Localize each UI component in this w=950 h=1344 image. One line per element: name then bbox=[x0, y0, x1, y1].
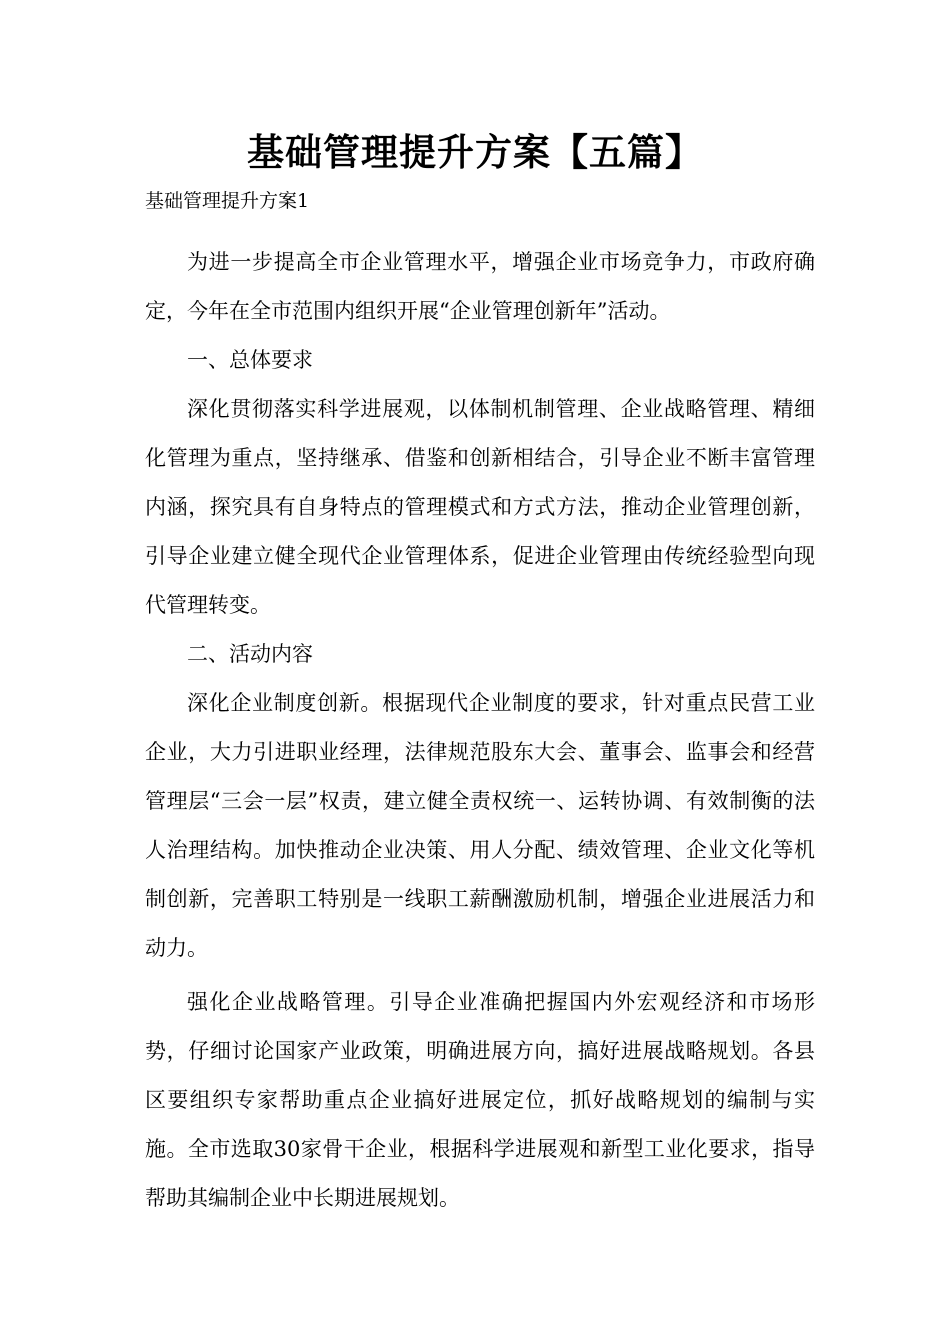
paragraph-intro: 为进一步提高全市企业管理水平，增强企业市场竞争力，市政府确定，今年在全市范围内组织开展“企业管理创新年”活动。 bbox=[145, 250, 815, 323]
paragraph-general-requirements: 深化贯彻落实科学进展观，以体制机制管理、企业战略管理、精细化管理为重点，坚持继承、借鉴和创新相结合，引导企业不断丰富管理内涵，探究具有自身特点的管理模式和方式方法，推动企业管理创新，引导企业建立健全现代企业管理体系，促进企业管理由传统经验型向现代管理转变。 bbox=[145, 397, 815, 617]
document-body bbox=[145, 238, 815, 1223]
section-heading-general-requirements: 一、总体要求 bbox=[187, 348, 313, 372]
document-subtitle: 基础管理提升方案1 bbox=[145, 190, 310, 212]
paragraph-strategy-management: 强化企业战略管理。引导企业准确把握国内外宏观经济和市场形势，仔细讨论国家产业政策，明确进展方向，搞好进展战略规划。各县区要组织专家帮助重点企业搞好进展定位，抓好战略规划的编制与实施。全市选取30家骨干企业，根据科学进展观和新型工业化要求，指导帮助其编制企业中长期进展规划。 bbox=[145, 990, 815, 1210]
document-title: 基础管理提升方案【五篇】 bbox=[247, 131, 703, 174]
section-heading-activity-content: 二、活动内容 bbox=[187, 642, 313, 666]
paragraph-system-innovation: 深化企业制度创新。根据现代企业制度的要求，针对重点民营工业企业，大力引进职业经理，法律规范股东大会、董事会、监事会和经营管理层“三会一层”权责，建立健全责权统一、运转协调、有效制衡的法人治理结构。加快推动企业决策、用人分配、绩效管理、企业文化等机制创新，完善职工特别是一线职工薪酬激励机制，增强企业进展活力和动力。 bbox=[145, 691, 815, 960]
